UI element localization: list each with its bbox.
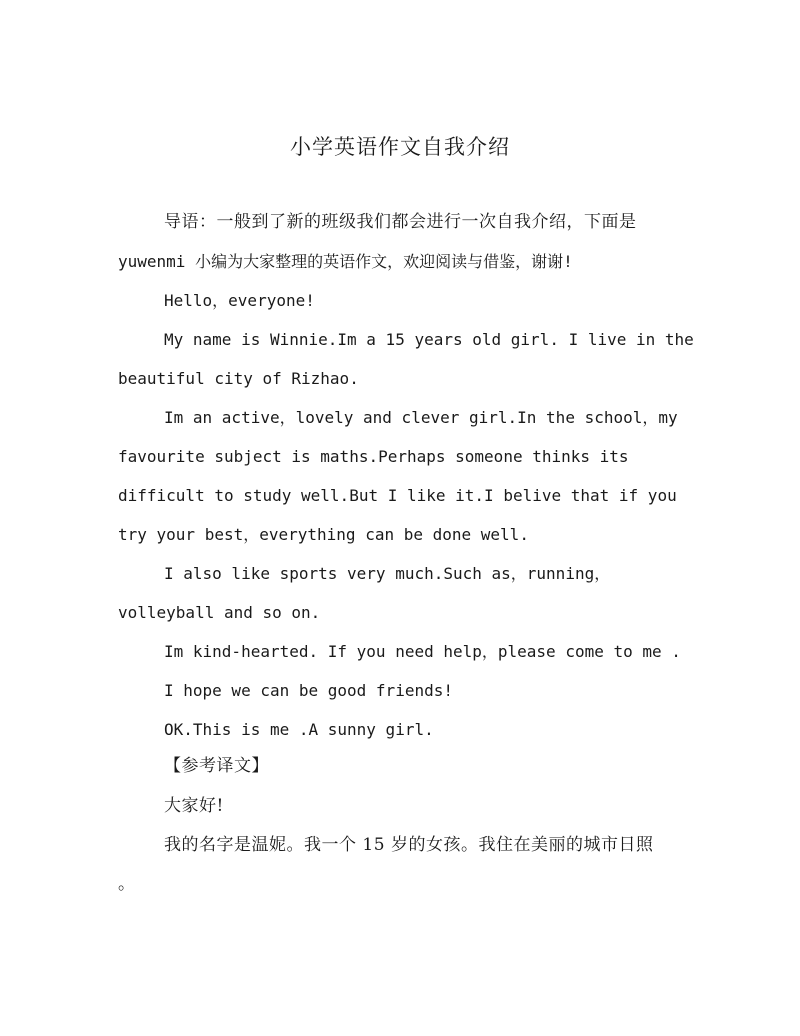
- translation-greeting: 大家好!: [164, 796, 224, 816]
- essay-line-3: Im an active，lovely and clever girl.In the school，my: [164, 408, 678, 427]
- essay-line-7: I also like sports very much.Such as，running，: [164, 564, 611, 583]
- intro-line-2: yuwenmi 小编为大家整理的英语作文，欢迎阅读与借鉴，谢谢!: [118, 252, 573, 271]
- essay-greeting: Hello，everyone!: [164, 291, 315, 310]
- translation-line-2: 。: [118, 874, 136, 894]
- translation-line-1: 我的名字是温妮。我一个 15 岁的女孩。我住在美丽的城市日照: [164, 835, 654, 855]
- essay-line-11: OK.This is me .A sunny girl.: [164, 720, 434, 739]
- essay-line-2: beautiful city of Rizhao.: [118, 369, 359, 388]
- essay-line-5: difficult to study well.But I like it.I belive that if you: [118, 486, 677, 505]
- translation-heading: 【参考译文】: [164, 756, 269, 776]
- essay-line-4: favourite subject is maths.Perhaps someone thinks its: [118, 447, 629, 466]
- essay-line-6: try your best，everything can be done well.: [118, 525, 529, 544]
- essay-line-1: My name is Winnie.Im a 15 years old girl. I live in the: [164, 330, 694, 349]
- essay-line-10: I hope we can be good friends!: [164, 681, 453, 700]
- intro-line-1: 导语：一般到了新的班级我们都会进行一次自我介绍，下面是: [164, 212, 637, 232]
- document-title: 小学英语作文自我介绍: [290, 135, 510, 159]
- essay-line-8: volleyball and so on.: [118, 603, 321, 622]
- essay-line-9: Im kind-hearted. If you need help，please come to me .: [164, 642, 681, 661]
